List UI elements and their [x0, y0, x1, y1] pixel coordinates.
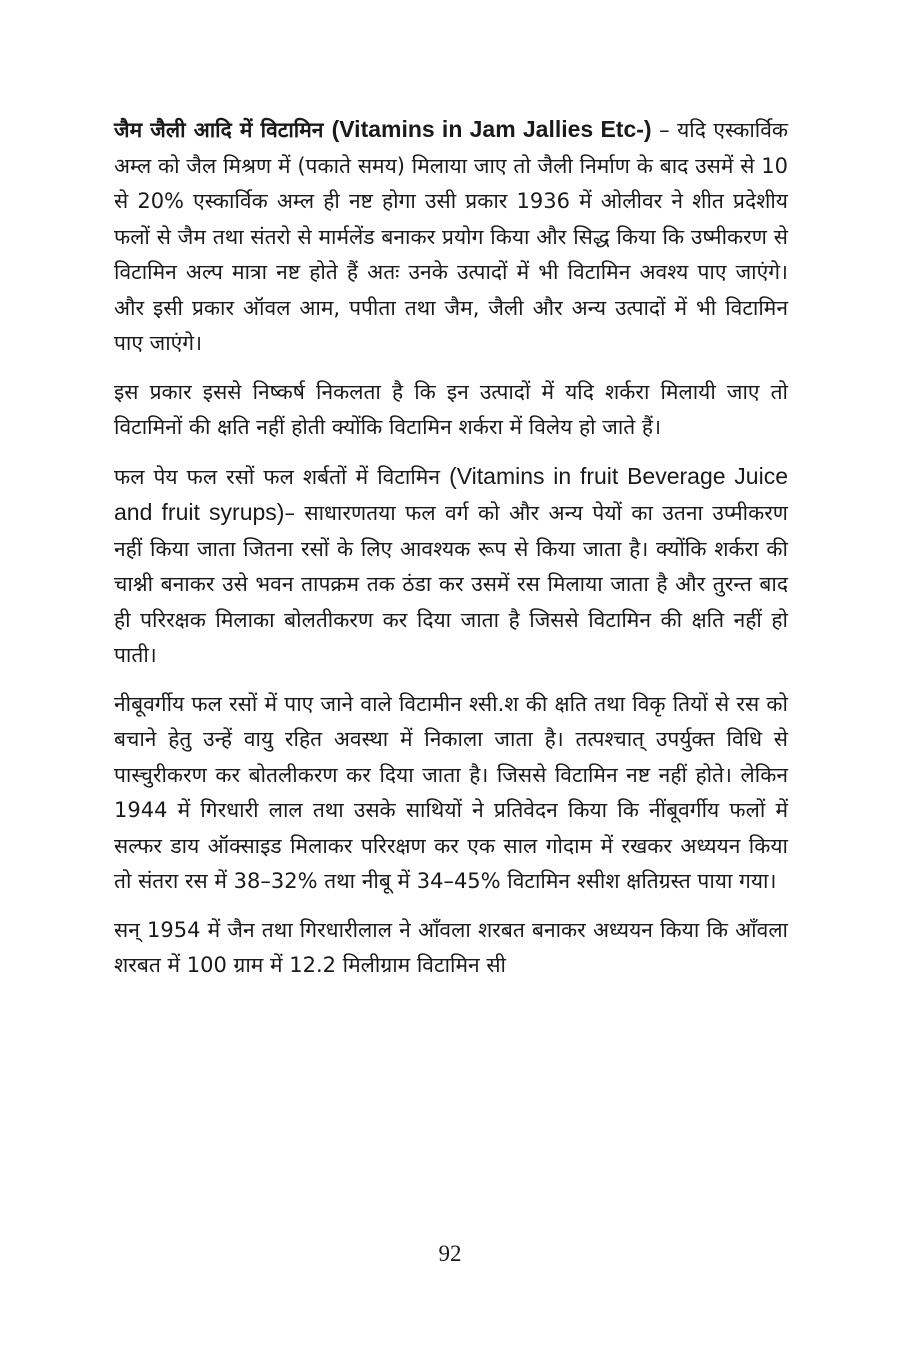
section-heading-hindi: जैम जैली आदि में विटामिन: [114, 118, 332, 142]
paragraph-vitamins-in-jam-jellies: [114, 112, 788, 362]
paragraph-amla-syrup: [114, 913, 788, 984]
paragraph-text: इस प्रकार इससे निष्कर्ष निकलता है कि इन उत्पादों में यदि शर्करा मिलायी जाए तो विटामिनों की क्षति नहीं होती क्योंकि विटामिन शर्करा में विलेय हो जाते हैं।: [114, 379, 788, 439]
page-body: [114, 112, 788, 997]
paragraph-citrus-juices: [114, 687, 788, 900]
paragraph-text: सन् 1954 में जैन तथा गिरधारीलाल ने आँवला शरबत बनाकर अध्ययन किया कि आँवला शरबत में 100 ग्राम में 12.2 मिलीग्राम विटामिन सी: [114, 917, 788, 977]
paragraph-text: – यदि एस्कार्विक अम्ल को जैल मिश्रण में (पकाते समय) मिलाया जाए तो जैली निर्माण के बाद उसमें से 10 से 20% एस्कार्विक अम्ल ही नष्ट होगा उसी प्रकार 1936 में ओलीवर ने शीत प्रदेशीय फलों से जैम तथा संतरो से मार्मलेंड बनाकर प्रयोग किया और सिद्ध किया कि उष्मीकरण से विटामिन अल्प मात्रा नष्ट होते हैं अतः उनके उत्पादों में भी विटामिन अवश्य पाए जाएंगे। और इसी प्रकार ऑवल आम, पपीता तथा जैम, जैली और अन्य उत्पादों में भी विटामिन पाए जाएंगे।: [114, 118, 789, 355]
paragraph-text: नीबूवर्गीय फल रसों में पाए जाने वाले विटामीन श्सी.श की क्षति तथा विकृ तियों से रस को बचाने हेतु उन्हें वायु रहित अवस्था में निकाला जाता है। तत्पश्चात् उपर्युक्त विधि से पास्चुरीकरण कर बोतलीकरण कर दिया जाता है। जिससे विटामिन नष्ट नहीं होते। लेकिन 1944 में गिरधारी लाल तथा उसके साथियों ने प्रतिवेदन किया कि नींबूवर्गीय फलों में सल्फर डाय ऑक्साइड मिलाकर परिरक्षण कर एक साल गोदाम में रखकर अध्ययन किया तो संतरा रस में 38–32% तथा नीबू में 34–45% विटामिन श्सीश क्षतिग्रस्त पाया गया।: [114, 691, 788, 893]
paragraph-text: – साधारणतया फल वर्ग को और अन्य पेयों का उतना उप्मीकरण नहीं किया जाता जितना रसों के लिए आवश्यक रूप से किया जाता है। क्योंकि शर्करा की चाश्नी बनाकर उसे भवन तापक्रम तक ठंडा कर उसमें रस मिलाया जाता है और तुरन्त बाद ही परिरक्षक मिलाका बोलतीकरण कर दिया जाता है जिससे विटामिन की क्षति नहीं हो पाती।: [114, 501, 788, 667]
section-heading-english: (Vitamins in fruit Beverage Juice and fruit syrups): [114, 462, 788, 525]
section-heading-english: (Vitamins in Jam Jallies Etc-): [331, 116, 652, 142]
section-heading-hindi: फल पेय फल रसों फल शर्बतों में विटामिन: [114, 464, 450, 489]
paragraph-conclusion-sugar: [114, 375, 788, 446]
page-number: 92: [438, 1241, 462, 1266]
paragraph-vitamins-in-fruit-beverages: [114, 459, 788, 674]
